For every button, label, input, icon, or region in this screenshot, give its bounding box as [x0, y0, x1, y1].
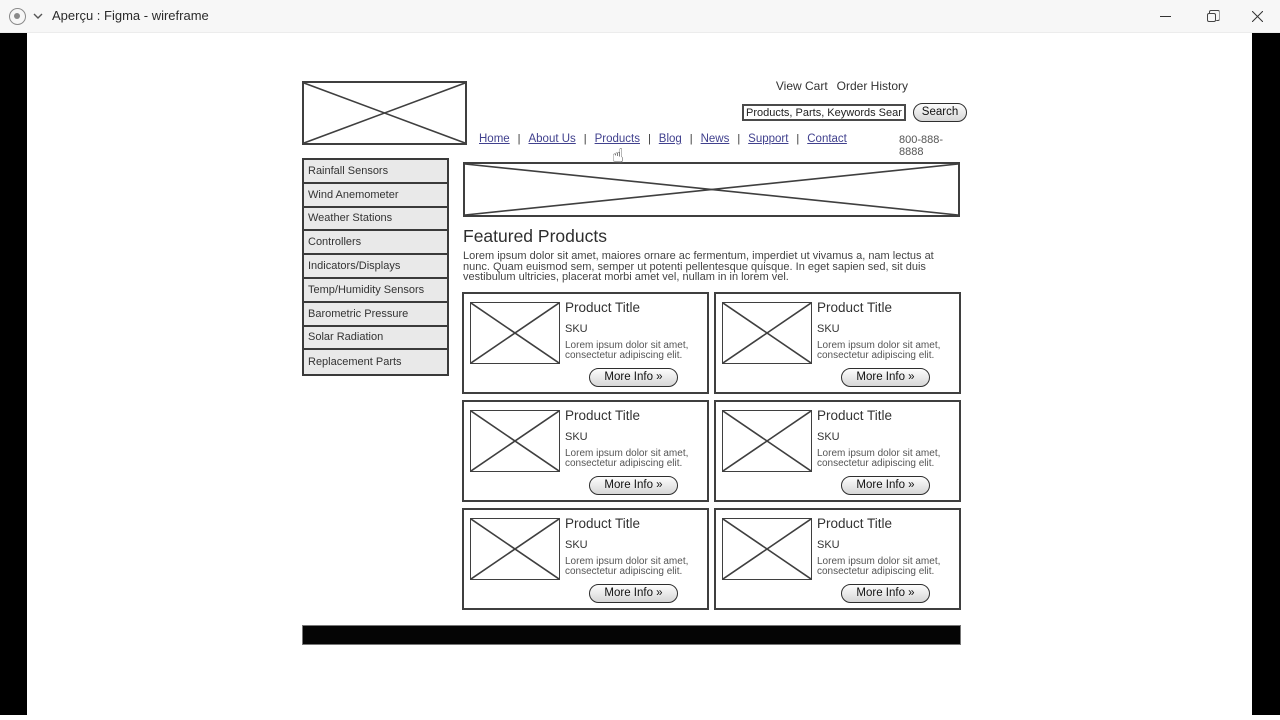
placeholder-x-icon: [471, 411, 559, 471]
category-menu-item[interactable]: Replacement Parts: [304, 350, 447, 374]
product-sku: SKU: [817, 431, 840, 443]
product-title: Product Title: [565, 300, 641, 315]
category-menu-item[interactable]: Solar Radiation: [304, 327, 447, 351]
product-description: Lorem ipsum dolor sit amet, consectetur adipiscing elit.: [565, 340, 689, 361]
nav-separator: |: [796, 133, 800, 145]
product-card: [462, 400, 709, 502]
product-card: [714, 292, 961, 394]
product-image-placeholder: [722, 518, 812, 580]
category-menu-item[interactable]: Wind Anemometer: [304, 184, 447, 208]
close-button[interactable]: [1234, 0, 1280, 33]
nav-separator: |: [689, 133, 693, 145]
product-card: [462, 508, 709, 610]
nav-link[interactable]: Blog: [658, 133, 682, 145]
letterbox-right: [1252, 33, 1280, 715]
letterbox-left: [0, 33, 27, 715]
order-history-link[interactable]: Order History: [836, 79, 908, 93]
view-cart-link[interactable]: View Cart: [775, 79, 828, 93]
nav-link[interactable]: News: [700, 133, 730, 145]
product-card: [714, 400, 961, 502]
product-description: Lorem ipsum dolor sit amet, consectetur adipiscing elit.: [565, 448, 689, 469]
placeholder-x-icon: [465, 164, 958, 215]
nav-link[interactable]: Products: [594, 133, 640, 145]
nav-separator: |: [737, 133, 741, 145]
category-menu-item[interactable]: Controllers: [304, 231, 447, 255]
more-info-button[interactable]: More Info »: [841, 476, 930, 495]
category-menu: [302, 158, 449, 376]
product-image-placeholder: [470, 410, 560, 472]
restore-button[interactable]: [1188, 0, 1234, 33]
product-description: Lorem ipsum dolor sit amet, consectetur adipiscing elit.: [817, 556, 941, 577]
category-menu-item[interactable]: Weather Stations: [304, 208, 447, 232]
mouse-cursor-hand-icon: ☝: [612, 145, 624, 167]
record-icon[interactable]: [9, 8, 26, 25]
more-info-button[interactable]: More Info »: [589, 584, 678, 603]
more-info-button[interactable]: More Info »: [589, 368, 678, 387]
intro-text: Lorem ipsum dolor sit amet, maiores ornare ac fermentum, imperdiet ut vivamus a, nam lectus at nunc. Quam euismod sem, semper ut potenti pellentesque quisque. In eget sapien sed, sit duis vestibulum ultricies, placerat morbi amet vel, nullam in in lorem vel.: [463, 250, 934, 283]
product-description: Lorem ipsum dolor sit amet, consectetur adipiscing elit.: [817, 340, 941, 361]
logo-placeholder: [302, 81, 467, 145]
placeholder-x-icon: [471, 519, 559, 579]
placeholder-x-icon: [723, 303, 811, 363]
footer-bar: [302, 625, 961, 645]
window-titlebar: [0, 0, 1280, 33]
category-menu-item[interactable]: Barometric Pressure: [304, 303, 447, 327]
placeholder-x-icon: [304, 83, 465, 143]
more-info-button[interactable]: More Info »: [589, 476, 678, 495]
category-menu-item[interactable]: Indicators/Displays: [304, 255, 447, 279]
hero-banner-placeholder: [463, 162, 960, 217]
search-button[interactable]: Search: [913, 103, 967, 122]
nav-link[interactable]: Home: [479, 133, 510, 145]
minimize-icon: [1160, 11, 1171, 22]
product-sku: SKU: [565, 323, 588, 335]
page-title: Featured Products: [463, 226, 607, 246]
product-title: Product Title: [817, 516, 893, 531]
product-card: [462, 292, 709, 394]
category-menu-item[interactable]: Rainfall Sensors: [304, 160, 447, 184]
nav-link[interactable]: About Us: [528, 133, 576, 145]
nav-separator: |: [583, 133, 587, 145]
more-info-button[interactable]: More Info »: [841, 368, 930, 387]
product-card: [714, 508, 961, 610]
category-menu-item[interactable]: Temp/Humidity Sensors: [304, 279, 447, 303]
restore-icon: [1207, 13, 1216, 22]
product-description: Lorem ipsum dolor sit amet, consectetur adipiscing elit.: [565, 556, 689, 577]
nav-link[interactable]: Contact: [807, 133, 847, 145]
placeholder-x-icon: [723, 519, 811, 579]
product-title: Product Title: [565, 408, 641, 423]
minimize-button[interactable]: [1142, 0, 1188, 33]
product-image-placeholder: [722, 302, 812, 364]
nav-separator: |: [647, 133, 651, 145]
placeholder-x-icon: [471, 303, 559, 363]
product-title: Product Title: [817, 408, 893, 423]
main-nav: [479, 133, 847, 145]
nav-separator: |: [517, 133, 521, 145]
more-info-button[interactable]: More Info »: [841, 584, 930, 603]
chevron-down-icon[interactable]: [32, 10, 44, 22]
utility-links: [700, 79, 908, 93]
product-sku: SKU: [817, 323, 840, 335]
search-input[interactable]: [742, 104, 906, 121]
placeholder-x-icon: [723, 411, 811, 471]
window-title: Aperçu : Figma - wireframe: [52, 8, 209, 23]
product-image-placeholder: [470, 302, 560, 364]
product-title: Product Title: [565, 516, 641, 531]
product-sku: SKU: [565, 431, 588, 443]
product-sku: SKU: [565, 539, 588, 551]
phone-number: 800-888-8888: [899, 134, 944, 158]
product-title: Product Title: [817, 300, 893, 315]
product-sku: SKU: [817, 539, 840, 551]
nav-link[interactable]: Support: [748, 133, 789, 145]
product-description: Lorem ipsum dolor sit amet, consectetur adipiscing elit.: [817, 448, 941, 469]
close-icon: [1252, 11, 1263, 22]
product-image-placeholder: [470, 518, 560, 580]
product-image-placeholder: [722, 410, 812, 472]
